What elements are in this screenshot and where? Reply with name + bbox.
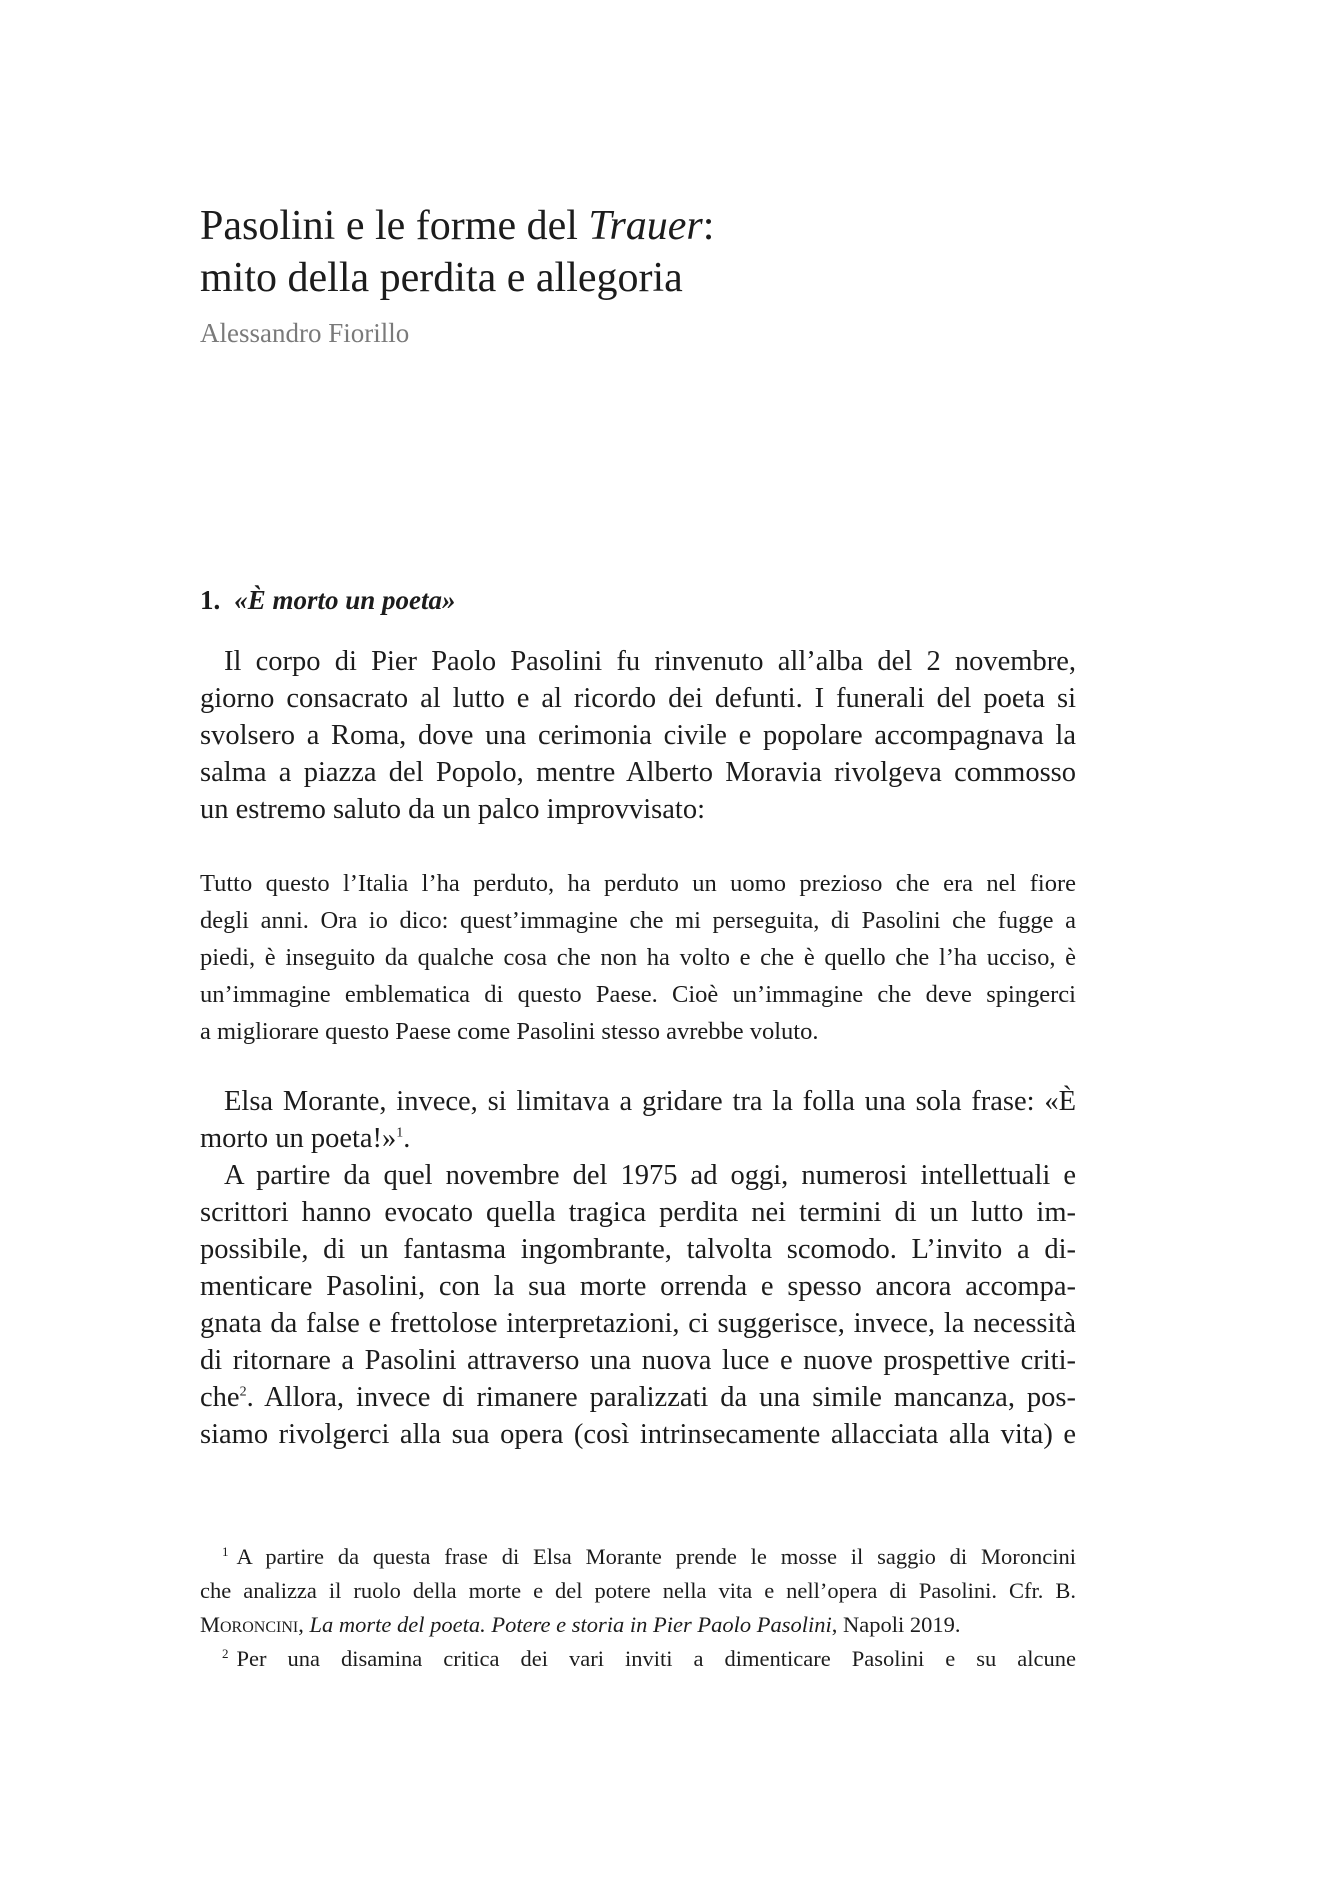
cited-work-title: La morte del poeta. Potere e storia in Pier Paolo Pasolini [309, 1612, 832, 1637]
article-title [200, 200, 1140, 304]
footnote-ref-2[interactable]: 2 [239, 1384, 247, 1400]
footnote-1 [200, 1540, 1076, 1642]
cited-author: Moroncini [200, 1612, 299, 1637]
quote-line: a migliorare questo Paese come Pasolini stesso avrebbe voluto. [200, 1018, 819, 1045]
footnote-line: $^2$ Per una disamina critica dei vari inviti a dimenticare Pasolini e su alcune [222, 1645, 1076, 1671]
section-heading [200, 585, 456, 616]
section-title: «È morto un poeta» [234, 585, 456, 615]
section-number: 1. [200, 585, 221, 615]
quote-line: un’immagine emblematica di questo Paese. Cioè un’immagine che deve spingerci [200, 981, 1076, 1008]
paragraph-line: possibile, di un fantasma ingombrante, talvolta scomodo. L’invito a di- [200, 1234, 1076, 1265]
paragraph-line: giorno consacrato al lutto e al ricordo dei defunti. I funerali del poeta si [200, 683, 1076, 714]
title-line-2: mito della perdita e allegoria [200, 255, 683, 301]
footnote-line: $^1$ A partire da questa frase di Elsa Morante prende le mosse il saggio di Moroncini [222, 1543, 1076, 1569]
footnote-number: 1 [222, 1543, 229, 1559]
quote-line: Tutto questo l’Italia l’ha perduto, ha perduto un uomo prezioso che era nel fiore [200, 870, 1076, 897]
paragraph-line: menticare Pasolini, con la sua morte orrenda e spesso ancora accompa- [200, 1271, 1076, 1302]
footnote-line: Moroncini, La morte del poeta. Potere e storia in Pier Paolo Pasolini, Napoli 2019. [200, 1612, 961, 1637]
paragraph-line: morto un poeta!»$^1$. [200, 1123, 411, 1154]
paragraph-line: svolsero a Roma, dove una cerimonia civile e popolare accompagnava la [200, 720, 1076, 751]
author-name: Alessandro Fiorillo [200, 318, 410, 348]
paragraph-line: gnata da false e frettolose interpretazioni, ci suggerisce, invece, la necessità [200, 1308, 1076, 1339]
title-line-1: Pasolini e le forme del Trauer: [200, 203, 715, 249]
footnote-ref-1[interactable]: 1 [396, 1125, 404, 1141]
title-italic-word: Trauer [588, 203, 703, 249]
footnotes [200, 1540, 1076, 1676]
paragraph-line: Il corpo di Pier Paolo Pasolini fu rinvenuto all’alba del 2 novembre, [224, 646, 1076, 677]
paragraph-line: siamo rivolgerci alla sua opera (così intrinsecamente allacciata alla vita) e [200, 1419, 1076, 1450]
footnote-line: che analizza il ruolo della morte e del potere nella vita e nell’opera di Pasolini. Cfr. B. [200, 1578, 1076, 1603]
paragraph-line: che$^2$. Allora, invece di rimanere paralizzati da una simile mancanza, pos- [200, 1382, 1076, 1413]
quote-line: piedi, è inseguito da qualche cosa che non ha volto e che è quello che l’ha ucciso, è [200, 944, 1076, 971]
block-quote [200, 865, 1076, 1050]
paragraph-line: di ritornare a Pasolini attraverso una nuova luce e nuove prospettive criti- [200, 1345, 1076, 1376]
quote-line: degli anni. Ora io dico: quest’immagine che mi perseguita, di Pasolini che fugge a [200, 907, 1076, 934]
paragraph-line: un estremo saluto da un palco improvvisato: [200, 794, 705, 825]
paragraph-3 [200, 1157, 1076, 1453]
paragraph-line: A partire da quel novembre del 1975 ad oggi, numerosi intellettuali e [224, 1160, 1076, 1191]
footnote-2 [200, 1642, 1076, 1676]
paragraph-line: Elsa Morante, invece, si limitava a gridare tra la folla una sola frase: «È [224, 1086, 1076, 1117]
paragraph-2 [200, 1083, 1076, 1157]
footnote-number: 2 [222, 1645, 229, 1661]
paragraph-line: scrittori hanno evocato quella tragica perdita nei termini di un lutto im- [200, 1197, 1076, 1228]
paragraph-1 [200, 643, 1076, 828]
paragraph-line: salma a piazza del Popolo, mentre Alberto Moravia rivolgeva commosso [200, 757, 1076, 788]
